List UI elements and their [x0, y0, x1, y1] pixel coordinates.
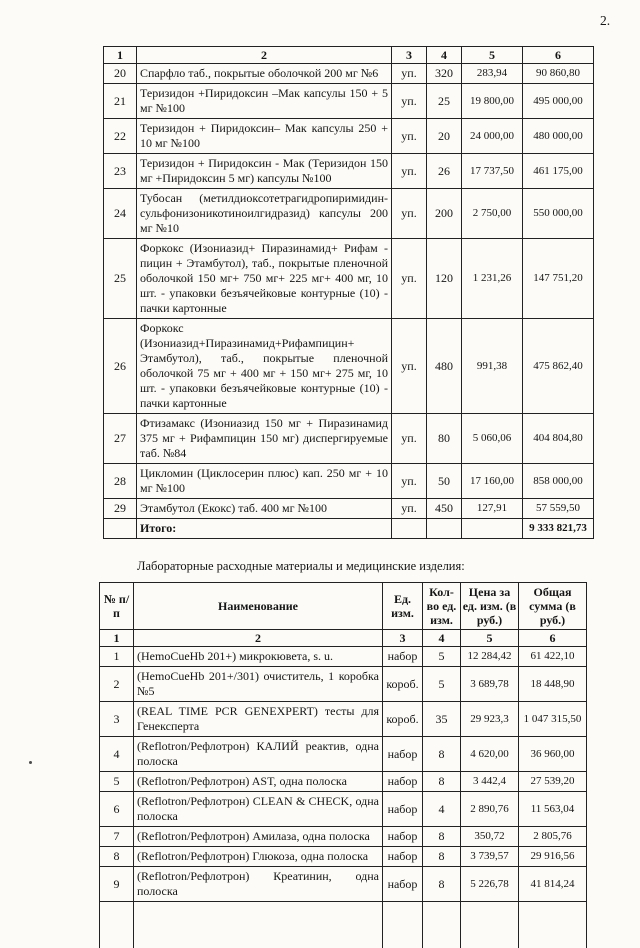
cell-price: 19 800,00 [462, 84, 523, 119]
cell-price: 127,91 [462, 499, 523, 519]
header-qty: Кол-во ед. изм. [423, 583, 461, 630]
table-row [104, 464, 594, 499]
column-number: 3 [392, 47, 427, 64]
cell-price: 29 923,3 [461, 702, 519, 737]
cell-name: (Reflotron/Рефлотрон) AST, одна полоска [134, 772, 383, 792]
column-number: 6 [519, 630, 587, 647]
cell-num: 9 [100, 867, 134, 902]
cell-name: (Reflotron/Рефлотрон) Глюкоза, одна полоска [134, 847, 383, 867]
lab-supplies-table [99, 582, 587, 948]
cell-name: Форкокс (Изониазид+ Пиразинамид+ Рифам - пицин + Этамбутол), таб., покрытые пленочной оболочкой 150 мг+ 750 мг+ 225 мг+ 400 мг, 10 шт. - упаковки безъячейковые контурные (10) - пачки картонные [137, 239, 392, 319]
next-row-partial [100, 902, 587, 948]
cell-name: Форкокс (Изониазид+Пиразинамид+Рифампицин+ Этамбутол), таб., покрытые пленочной оболочкой 75 мг + 400 мг + 150 мг+ 275 мг, 10 шт. - упаковки безъячейковые контурные (10) - пачки картонные [137, 319, 392, 414]
total-value: 9 333 821,73 [523, 519, 594, 539]
total-label: Итого: [137, 519, 392, 539]
table-row [104, 189, 594, 239]
cell-qty: 8 [423, 772, 461, 792]
cell-num: 1 [100, 647, 134, 667]
table-row [104, 239, 594, 319]
cell-price: 3 739,57 [461, 847, 519, 867]
cell-unit: уп. [392, 189, 427, 239]
column-number-header-row [104, 47, 594, 64]
medicines-price-table [103, 46, 594, 539]
total-row [104, 519, 594, 539]
cell-unit: уп. [392, 319, 427, 414]
table-row [100, 867, 587, 902]
table-row [100, 647, 587, 667]
table-row [104, 64, 594, 84]
column-number: 2 [134, 630, 383, 647]
cell-num: 23 [104, 154, 137, 189]
header-unit: Ед. изм. [383, 583, 423, 630]
cell-price: 12 284,42 [461, 647, 519, 667]
cell-total: 550 000,00 [523, 189, 594, 239]
cell-num: 20 [104, 64, 137, 84]
header-price: Цена за ед. изм. (в руб.) [461, 583, 519, 630]
cell-qty: 450 [427, 499, 462, 519]
cell-name: Этамбутол (Екокс) таб. 400 мг №100 [137, 499, 392, 519]
cell-num: 24 [104, 189, 137, 239]
cell-num: 5 [100, 772, 134, 792]
cell-unit: уп. [392, 499, 427, 519]
cell-total: 29 916,56 [519, 847, 587, 867]
column-number: 5 [461, 630, 519, 647]
cell-price: 17 160,00 [462, 464, 523, 499]
table-row [104, 499, 594, 519]
cell-total: 41 814,24 [519, 867, 587, 902]
cell-unit: уп. [392, 464, 427, 499]
table-row [100, 702, 587, 737]
header-name: Наименование [134, 583, 383, 630]
cell-total: 1 047 315,50 [519, 702, 587, 737]
cell-unit: уп. [392, 64, 427, 84]
cell-unit: набор [383, 772, 423, 792]
column-number: 1 [100, 630, 134, 647]
cell-num: 21 [104, 84, 137, 119]
cell-total: 11 563,04 [519, 792, 587, 827]
empty-cell [462, 519, 523, 539]
cell-qty: 4 [423, 792, 461, 827]
section-title: Лабораторные расходные материалы и медицинские изделия: [137, 559, 640, 574]
cell-total: 90 860,80 [523, 64, 594, 84]
cell-total: 480 000,00 [523, 119, 594, 154]
cell-qty: 35 [423, 702, 461, 737]
empty-cell [392, 519, 427, 539]
table-row [100, 827, 587, 847]
cell-price: 283,94 [462, 64, 523, 84]
cell-num: 27 [104, 414, 137, 464]
empty-cell [423, 902, 461, 948]
cell-total: 57 559,50 [523, 499, 594, 519]
cell-name: Теризидон +Пиридоксин –Мак капсулы 150 + 5 мг №100 [137, 84, 392, 119]
cell-qty: 8 [423, 847, 461, 867]
cell-price: 5 226,78 [461, 867, 519, 902]
cell-qty: 200 [427, 189, 462, 239]
cell-price: 2 750,00 [462, 189, 523, 239]
cell-price: 24 000,00 [462, 119, 523, 154]
cell-num: 26 [104, 319, 137, 414]
cell-name: (HemoCueHb 201+) микрокювета, s. u. [134, 647, 383, 667]
cell-total: 858 000,00 [523, 464, 594, 499]
column-number-header-row [100, 630, 587, 647]
cell-unit: уп. [392, 414, 427, 464]
table-row [104, 84, 594, 119]
column-number: 4 [427, 47, 462, 64]
cell-qty: 8 [423, 867, 461, 902]
column-number: 4 [423, 630, 461, 647]
cell-num: 3 [100, 702, 134, 737]
cell-name: (HemoCueHb 201+/301) очиститель, 1 коробка №5 [134, 667, 383, 702]
cell-price: 350,72 [461, 827, 519, 847]
lab-supplies-rows [100, 647, 587, 902]
cell-name: Спарфло таб., покрытые оболочкой 200 мг №6 [137, 64, 392, 84]
cell-unit: короб. [383, 702, 423, 737]
cell-unit: набор [383, 792, 423, 827]
cell-price: 991,38 [462, 319, 523, 414]
table-row [100, 847, 587, 867]
cell-qty: 5 [423, 667, 461, 702]
table-row [104, 119, 594, 154]
cell-num: 8 [100, 847, 134, 867]
cell-total: 2 805,76 [519, 827, 587, 847]
cell-unit: уп. [392, 119, 427, 154]
column-number: 6 [523, 47, 594, 64]
cell-unit: уп. [392, 84, 427, 119]
table-header-row [100, 583, 587, 630]
cell-qty: 8 [423, 737, 461, 772]
cell-unit: короб. [383, 667, 423, 702]
header-num: № п/п [100, 583, 134, 630]
cell-total: 404 804,80 [523, 414, 594, 464]
cell-name: Фтизамакс (Изониазид 150 мг + Пиразинамид 375 мг + Рифампицин 150 мг) диспергируемые таб. №84 [137, 414, 392, 464]
cell-num: 22 [104, 119, 137, 154]
cell-price: 3 442,4 [461, 772, 519, 792]
cell-name: (Reflotron/Рефлотрон) Креатинин, одна полоска [134, 867, 383, 902]
column-number: 5 [462, 47, 523, 64]
cell-name: (Reflotron/Рефлотрон) КАЛИЙ реактив, одна полоска [134, 737, 383, 772]
cell-price: 4 620,00 [461, 737, 519, 772]
cell-total: 27 539,20 [519, 772, 587, 792]
cell-price: 17 737,50 [462, 154, 523, 189]
table-row [100, 772, 587, 792]
empty-cell [461, 902, 519, 948]
cell-qty: 5 [423, 647, 461, 667]
cell-unit: уп. [392, 239, 427, 319]
empty-cell [134, 902, 383, 948]
cell-qty: 8 [423, 827, 461, 847]
cell-name: (Reflotron/Рефлотрон) CLEAN & CHECK, одна полоска [134, 792, 383, 827]
cell-num: 25 [104, 239, 137, 319]
cell-unit: набор [383, 867, 423, 902]
cell-unit: набор [383, 647, 423, 667]
cell-total: 61 422,10 [519, 647, 587, 667]
cell-price: 1 231,26 [462, 239, 523, 319]
cell-name: Цикломин (Циклосерин плюс) кап. 250 мг + 10 мг №100 [137, 464, 392, 499]
partial-cutoff-row [100, 902, 587, 948]
table-row [100, 737, 587, 772]
page-number: 2. [600, 13, 610, 29]
scan-artifact-dot [29, 761, 32, 764]
cell-total: 495 000,00 [523, 84, 594, 119]
cell-num: 29 [104, 499, 137, 519]
cell-qty: 20 [427, 119, 462, 154]
cell-name: Теризидон + Пиридоксин– Мак капсулы 250 + 10 мг №100 [137, 119, 392, 154]
cell-num: 6 [100, 792, 134, 827]
cell-num: 2 [100, 667, 134, 702]
cell-qty: 80 [427, 414, 462, 464]
cell-qty: 480 [427, 319, 462, 414]
empty-cell [104, 519, 137, 539]
cell-qty: 25 [427, 84, 462, 119]
cell-unit: набор [383, 847, 423, 867]
empty-cell [100, 902, 134, 948]
cell-name: (REAL TIME PCR GENEXPERT) тесты для Генексперта [134, 702, 383, 737]
cell-total: 36 960,00 [519, 737, 587, 772]
table-row [104, 414, 594, 464]
cell-unit: набор [383, 737, 423, 772]
column-number: 3 [383, 630, 423, 647]
cell-qty: 26 [427, 154, 462, 189]
table-row [100, 667, 587, 702]
cell-name: Тубосан (метилдиоксотетрагидропиримидин-сульфонизоникотиноилгидразид) капсулы 200 мг №10 [137, 189, 392, 239]
empty-cell [519, 902, 587, 948]
empty-cell [427, 519, 462, 539]
cell-qty: 50 [427, 464, 462, 499]
cell-total: 461 175,00 [523, 154, 594, 189]
medicines-rows [104, 64, 594, 519]
cell-unit: набор [383, 827, 423, 847]
cell-num: 7 [100, 827, 134, 847]
cell-name: Теризидон + Пиридоксин - Мак (Теризидон 150 мг +Пиридоксин 5 мг) капсулы №100 [137, 154, 392, 189]
cell-unit: уп. [392, 154, 427, 189]
empty-cell [383, 902, 423, 948]
column-number: 2 [137, 47, 392, 64]
header-total: Общая сумма (в руб.) [519, 583, 587, 630]
cell-total: 475 862,40 [523, 319, 594, 414]
cell-name: (Reflotron/Рефлотрон) Амилаза, одна полоска [134, 827, 383, 847]
table-row [104, 154, 594, 189]
cell-total: 18 448,90 [519, 667, 587, 702]
table-row [104, 319, 594, 414]
cell-num: 28 [104, 464, 137, 499]
cell-num: 4 [100, 737, 134, 772]
cell-price: 2 890,76 [461, 792, 519, 827]
cell-qty: 320 [427, 64, 462, 84]
cell-price: 3 689,78 [461, 667, 519, 702]
column-number: 1 [104, 47, 137, 64]
total-section [104, 519, 594, 539]
cell-qty: 120 [427, 239, 462, 319]
table-row [100, 792, 587, 827]
cell-price: 5 060,06 [462, 414, 523, 464]
cell-total: 147 751,20 [523, 239, 594, 319]
